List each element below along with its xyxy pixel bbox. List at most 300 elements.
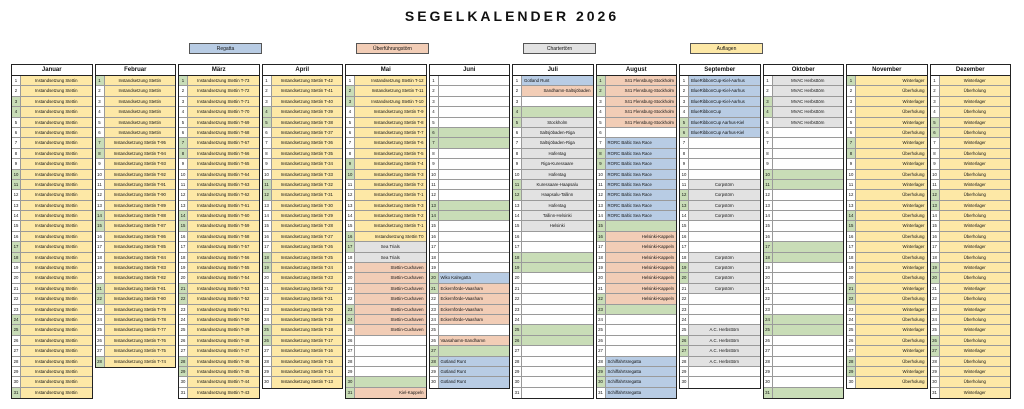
day-row[interactable]	[430, 128, 510, 138]
day-row[interactable]	[179, 149, 259, 159]
day-row[interactable]	[346, 377, 426, 387]
day-row[interactable]	[513, 170, 593, 180]
day-row[interactable]	[346, 97, 426, 107]
day-row[interactable]	[430, 76, 510, 86]
day-row[interactable]	[513, 263, 593, 273]
day-row[interactable]	[597, 76, 677, 86]
day-row[interactable]	[513, 232, 593, 242]
day-row[interactable]	[263, 253, 343, 263]
day-row[interactable]	[346, 118, 426, 128]
day-row[interactable]	[680, 242, 760, 252]
day-row[interactable]	[931, 325, 1011, 335]
day-row[interactable]	[680, 107, 760, 117]
day-row[interactable]	[179, 377, 259, 387]
day-row[interactable]	[680, 76, 760, 86]
day-row[interactable]	[847, 190, 927, 200]
day-row[interactable]	[263, 201, 343, 211]
day-row[interactable]	[597, 284, 677, 294]
day-row[interactable]	[513, 180, 593, 190]
day-row[interactable]	[513, 367, 593, 377]
day-row[interactable]	[12, 232, 92, 242]
day-row[interactable]	[263, 315, 343, 325]
day-row[interactable]	[12, 180, 92, 190]
day-row[interactable]	[931, 128, 1011, 138]
day-row[interactable]	[430, 357, 510, 367]
day-row[interactable]	[680, 149, 760, 159]
day-row[interactable]	[597, 367, 677, 377]
day-row[interactable]	[263, 190, 343, 200]
day-row[interactable]	[12, 325, 92, 335]
day-row[interactable]	[430, 284, 510, 294]
day-row[interactable]	[931, 388, 1011, 398]
day-row[interactable]	[179, 315, 259, 325]
day-row[interactable]	[346, 159, 426, 169]
day-row[interactable]	[764, 86, 844, 96]
day-row[interactable]	[430, 138, 510, 148]
day-row[interactable]	[764, 357, 844, 367]
day-row[interactable]	[430, 263, 510, 273]
day-row[interactable]	[597, 232, 677, 242]
day-row[interactable]	[764, 367, 844, 377]
day-row[interactable]	[597, 118, 677, 128]
day-row[interactable]	[847, 170, 927, 180]
day-row[interactable]	[96, 159, 176, 169]
day-row[interactable]	[680, 232, 760, 242]
day-row[interactable]	[931, 170, 1011, 180]
day-row[interactable]	[96, 305, 176, 315]
day-row[interactable]	[179, 138, 259, 148]
day-row[interactable]	[680, 346, 760, 356]
day-row[interactable]	[931, 149, 1011, 159]
day-row[interactable]	[847, 149, 927, 159]
day-row[interactable]	[263, 180, 343, 190]
day-row[interactable]	[430, 367, 510, 377]
day-row[interactable]	[346, 170, 426, 180]
day-row[interactable]	[513, 377, 593, 387]
day-row[interactable]	[346, 201, 426, 211]
day-row[interactable]	[96, 284, 176, 294]
day-row[interactable]	[513, 86, 593, 96]
day-row[interactable]	[430, 86, 510, 96]
day-row[interactable]	[12, 211, 92, 221]
day-row[interactable]	[597, 315, 677, 325]
day-row[interactable]	[430, 305, 510, 315]
day-row[interactable]	[430, 377, 510, 387]
day-row[interactable]	[263, 242, 343, 252]
day-row[interactable]	[346, 86, 426, 96]
day-row[interactable]	[96, 242, 176, 252]
day-row[interactable]	[764, 336, 844, 346]
day-row[interactable]	[430, 190, 510, 200]
day-row[interactable]	[346, 190, 426, 200]
day-row[interactable]	[764, 97, 844, 107]
day-row[interactable]	[96, 201, 176, 211]
day-row[interactable]	[179, 305, 259, 315]
day-row[interactable]	[931, 346, 1011, 356]
day-row[interactable]	[12, 253, 92, 263]
day-row[interactable]	[346, 221, 426, 231]
day-row[interactable]	[263, 294, 343, 304]
day-row[interactable]	[513, 211, 593, 221]
day-row[interactable]	[847, 253, 927, 263]
day-row[interactable]	[597, 107, 677, 117]
day-row[interactable]	[680, 97, 760, 107]
day-row[interactable]	[764, 118, 844, 128]
day-row[interactable]	[680, 377, 760, 387]
day-row[interactable]	[12, 388, 92, 398]
day-row[interactable]	[764, 232, 844, 242]
day-row[interactable]	[764, 190, 844, 200]
day-row[interactable]	[931, 377, 1011, 387]
day-row[interactable]	[597, 273, 677, 283]
day-row[interactable]	[847, 180, 927, 190]
day-row[interactable]	[847, 138, 927, 148]
day-row[interactable]	[179, 107, 259, 117]
day-row[interactable]	[96, 357, 176, 367]
day-row[interactable]	[931, 242, 1011, 252]
day-row[interactable]	[346, 284, 426, 294]
day-row[interactable]	[346, 253, 426, 263]
day-row[interactable]	[96, 273, 176, 283]
day-row[interactable]	[513, 336, 593, 346]
day-row[interactable]	[597, 294, 677, 304]
day-row[interactable]	[847, 377, 927, 387]
day-row[interactable]	[263, 305, 343, 315]
day-row[interactable]	[513, 284, 593, 294]
day-row[interactable]	[263, 325, 343, 335]
day-row[interactable]	[12, 97, 92, 107]
day-row[interactable]	[764, 149, 844, 159]
day-row[interactable]	[513, 97, 593, 107]
day-row[interactable]	[12, 138, 92, 148]
day-row[interactable]	[513, 138, 593, 148]
day-row[interactable]	[597, 221, 677, 231]
day-row[interactable]	[12, 346, 92, 356]
day-row[interactable]	[847, 325, 927, 335]
day-row[interactable]	[12, 336, 92, 346]
day-row[interactable]	[513, 201, 593, 211]
day-row[interactable]	[430, 325, 510, 335]
day-row[interactable]	[96, 263, 176, 273]
day-row[interactable]	[346, 263, 426, 273]
day-row[interactable]	[263, 263, 343, 273]
day-row[interactable]	[346, 138, 426, 148]
day-row[interactable]	[346, 315, 426, 325]
day-row[interactable]	[847, 97, 927, 107]
day-row[interactable]	[179, 201, 259, 211]
day-row[interactable]	[513, 346, 593, 356]
day-row[interactable]	[430, 315, 510, 325]
day-row[interactable]	[847, 201, 927, 211]
day-row[interactable]	[847, 367, 927, 377]
day-row[interactable]	[179, 388, 259, 398]
day-row[interactable]	[597, 149, 677, 159]
day-row[interactable]	[764, 138, 844, 148]
day-row[interactable]	[513, 118, 593, 128]
day-row[interactable]	[179, 253, 259, 263]
day-row[interactable]	[179, 211, 259, 221]
day-row[interactable]	[179, 76, 259, 86]
day-row[interactable]	[680, 294, 760, 304]
day-row[interactable]	[931, 118, 1011, 128]
day-row[interactable]	[12, 284, 92, 294]
day-row[interactable]	[847, 346, 927, 356]
day-row[interactable]	[680, 221, 760, 231]
day-row[interactable]	[931, 180, 1011, 190]
day-row[interactable]	[764, 180, 844, 190]
day-row[interactable]	[764, 346, 844, 356]
day-row[interactable]	[263, 118, 343, 128]
day-row[interactable]	[680, 253, 760, 263]
day-row[interactable]	[764, 284, 844, 294]
day-row[interactable]	[847, 273, 927, 283]
day-row[interactable]	[346, 346, 426, 356]
day-row[interactable]	[931, 305, 1011, 315]
day-row[interactable]	[430, 180, 510, 190]
day-row[interactable]	[597, 211, 677, 221]
day-row[interactable]	[263, 346, 343, 356]
day-row[interactable]	[513, 273, 593, 283]
day-row[interactable]	[263, 128, 343, 138]
day-row[interactable]	[346, 232, 426, 242]
day-row[interactable]	[597, 346, 677, 356]
day-row[interactable]	[96, 170, 176, 180]
day-row[interactable]	[263, 232, 343, 242]
day-row[interactable]	[430, 118, 510, 128]
day-row[interactable]	[430, 232, 510, 242]
day-row[interactable]	[179, 180, 259, 190]
day-row[interactable]	[12, 377, 92, 387]
day-row[interactable]	[764, 211, 844, 221]
day-row[interactable]	[346, 107, 426, 117]
day-row[interactable]	[680, 325, 760, 335]
day-row[interactable]	[847, 263, 927, 273]
day-row[interactable]	[179, 325, 259, 335]
day-row[interactable]	[513, 190, 593, 200]
day-row[interactable]	[346, 273, 426, 283]
day-row[interactable]	[346, 128, 426, 138]
day-row[interactable]	[179, 86, 259, 96]
day-row[interactable]	[346, 305, 426, 315]
day-row[interactable]	[513, 294, 593, 304]
day-row[interactable]	[680, 86, 760, 96]
day-row[interactable]	[847, 118, 927, 128]
day-row[interactable]	[931, 336, 1011, 346]
day-row[interactable]	[12, 357, 92, 367]
day-row[interactable]	[513, 128, 593, 138]
day-row[interactable]	[96, 253, 176, 263]
day-row[interactable]	[179, 336, 259, 346]
day-row[interactable]	[179, 128, 259, 138]
day-row[interactable]	[513, 388, 593, 398]
day-row[interactable]	[179, 273, 259, 283]
day-row[interactable]	[931, 76, 1011, 86]
day-row[interactable]	[12, 273, 92, 283]
day-row[interactable]	[680, 336, 760, 346]
day-row[interactable]	[597, 86, 677, 96]
day-row[interactable]	[513, 149, 593, 159]
day-row[interactable]	[680, 190, 760, 200]
day-row[interactable]	[346, 76, 426, 86]
day-row[interactable]	[96, 211, 176, 221]
day-row[interactable]	[847, 232, 927, 242]
day-row[interactable]	[597, 305, 677, 315]
day-row[interactable]	[597, 388, 677, 398]
day-row[interactable]	[430, 242, 510, 252]
day-row[interactable]	[346, 242, 426, 252]
day-row[interactable]	[430, 211, 510, 221]
day-row[interactable]	[680, 305, 760, 315]
day-row[interactable]	[764, 128, 844, 138]
day-row[interactable]	[96, 97, 176, 107]
day-row[interactable]	[680, 180, 760, 190]
day-row[interactable]	[12, 86, 92, 96]
day-row[interactable]	[346, 357, 426, 367]
day-row[interactable]	[931, 357, 1011, 367]
day-row[interactable]	[764, 170, 844, 180]
day-row[interactable]	[346, 388, 426, 398]
day-row[interactable]	[263, 170, 343, 180]
day-row[interactable]	[12, 118, 92, 128]
day-row[interactable]	[680, 315, 760, 325]
day-row[interactable]	[513, 325, 593, 335]
day-row[interactable]	[430, 294, 510, 304]
day-row[interactable]	[263, 138, 343, 148]
day-row[interactable]	[12, 221, 92, 231]
day-row[interactable]	[179, 263, 259, 273]
day-row[interactable]	[847, 242, 927, 252]
day-row[interactable]	[680, 263, 760, 273]
day-row[interactable]	[847, 221, 927, 231]
day-row[interactable]	[430, 201, 510, 211]
day-row[interactable]	[179, 97, 259, 107]
day-row[interactable]	[931, 284, 1011, 294]
day-row[interactable]	[430, 273, 510, 283]
day-row[interactable]	[931, 367, 1011, 377]
day-row[interactable]	[430, 336, 510, 346]
day-row[interactable]	[680, 367, 760, 377]
day-row[interactable]	[430, 97, 510, 107]
day-row[interactable]	[12, 242, 92, 252]
day-row[interactable]	[513, 305, 593, 315]
day-row[interactable]	[179, 367, 259, 377]
day-row[interactable]	[179, 118, 259, 128]
day-row[interactable]	[96, 180, 176, 190]
day-row[interactable]	[680, 357, 760, 367]
day-row[interactable]	[263, 159, 343, 169]
day-row[interactable]	[179, 284, 259, 294]
day-row[interactable]	[346, 149, 426, 159]
day-row[interactable]	[764, 325, 844, 335]
day-row[interactable]	[346, 336, 426, 346]
day-row[interactable]	[96, 118, 176, 128]
day-row[interactable]	[263, 211, 343, 221]
day-row[interactable]	[680, 211, 760, 221]
day-row[interactable]	[179, 232, 259, 242]
day-row[interactable]	[931, 190, 1011, 200]
day-row[interactable]	[597, 253, 677, 263]
day-row[interactable]	[96, 294, 176, 304]
day-row[interactable]	[96, 221, 176, 231]
day-row[interactable]	[513, 242, 593, 252]
day-row[interactable]	[847, 128, 927, 138]
day-row[interactable]	[12, 159, 92, 169]
day-row[interactable]	[263, 377, 343, 387]
day-row[interactable]	[931, 211, 1011, 221]
day-row[interactable]	[680, 170, 760, 180]
day-row[interactable]	[513, 221, 593, 231]
day-row[interactable]	[680, 128, 760, 138]
day-row[interactable]	[597, 377, 677, 387]
day-row[interactable]	[12, 149, 92, 159]
day-row[interactable]	[931, 273, 1011, 283]
day-row[interactable]	[764, 315, 844, 325]
day-row[interactable]	[96, 315, 176, 325]
day-row[interactable]	[96, 76, 176, 86]
day-row[interactable]	[430, 221, 510, 231]
day-row[interactable]	[263, 149, 343, 159]
day-row[interactable]	[12, 305, 92, 315]
day-row[interactable]	[430, 107, 510, 117]
day-row[interactable]	[764, 159, 844, 169]
day-row[interactable]	[263, 367, 343, 377]
day-row[interactable]	[179, 221, 259, 231]
day-row[interactable]	[346, 294, 426, 304]
day-row[interactable]	[96, 138, 176, 148]
day-row[interactable]	[764, 107, 844, 117]
day-row[interactable]	[680, 201, 760, 211]
day-row[interactable]	[346, 367, 426, 377]
day-row[interactable]	[931, 315, 1011, 325]
day-row[interactable]	[847, 107, 927, 117]
day-row[interactable]	[597, 159, 677, 169]
day-row[interactable]	[764, 263, 844, 273]
day-row[interactable]	[179, 346, 259, 356]
day-row[interactable]	[263, 76, 343, 86]
day-row[interactable]	[764, 242, 844, 252]
day-row[interactable]	[680, 284, 760, 294]
day-row[interactable]	[597, 128, 677, 138]
day-row[interactable]	[179, 159, 259, 169]
day-row[interactable]	[597, 97, 677, 107]
day-row[interactable]	[847, 211, 927, 221]
day-row[interactable]	[931, 159, 1011, 169]
day-row[interactable]	[96, 232, 176, 242]
day-row[interactable]	[12, 367, 92, 377]
day-row[interactable]	[430, 253, 510, 263]
day-row[interactable]	[346, 211, 426, 221]
day-row[interactable]	[96, 149, 176, 159]
day-row[interactable]	[847, 159, 927, 169]
day-row[interactable]	[931, 138, 1011, 148]
day-row[interactable]	[931, 201, 1011, 211]
day-row[interactable]	[847, 284, 927, 294]
day-row[interactable]	[764, 388, 844, 398]
day-row[interactable]	[680, 118, 760, 128]
day-row[interactable]	[12, 107, 92, 117]
day-row[interactable]	[12, 190, 92, 200]
day-row[interactable]	[430, 159, 510, 169]
day-row[interactable]	[263, 86, 343, 96]
day-row[interactable]	[764, 201, 844, 211]
day-row[interactable]	[96, 336, 176, 346]
day-row[interactable]	[847, 76, 927, 86]
day-row[interactable]	[764, 377, 844, 387]
day-row[interactable]	[764, 305, 844, 315]
day-row[interactable]	[597, 357, 677, 367]
day-row[interactable]	[12, 294, 92, 304]
day-row[interactable]	[430, 170, 510, 180]
